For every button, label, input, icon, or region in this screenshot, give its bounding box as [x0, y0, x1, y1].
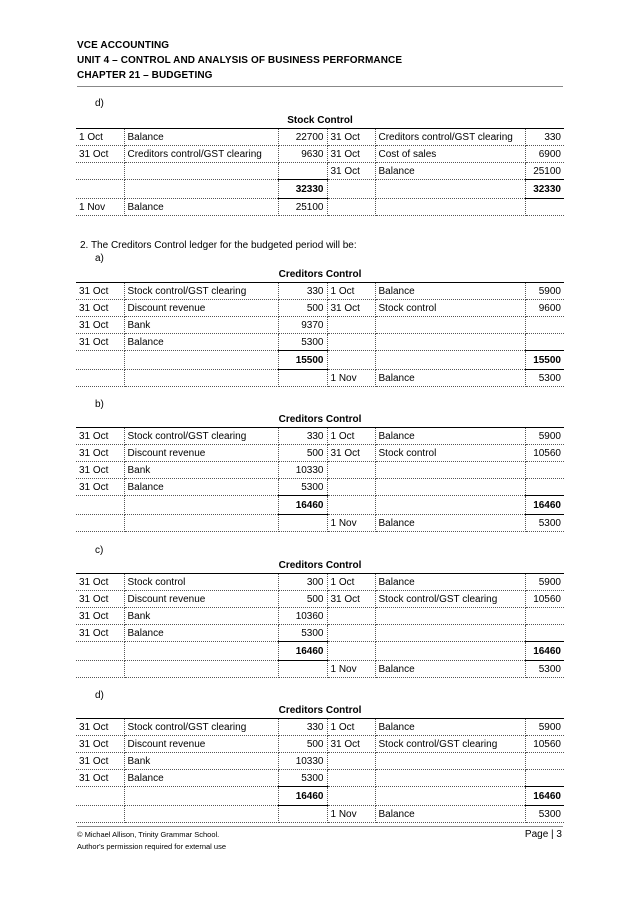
ledger-row: [76, 370, 564, 387]
date-cell: 31 Oct: [76, 146, 124, 163]
date-cell: 31 Oct: [76, 608, 124, 625]
amount-cell: 500: [278, 591, 327, 608]
amount-cell: [278, 661, 327, 678]
amount-cell: 5300: [278, 770, 327, 787]
copyright-line: © Michael Allison, Trinity Grammar School.: [77, 830, 220, 839]
date-cell: 1 Nov: [327, 661, 375, 678]
date-cell: 31 Oct: [327, 129, 375, 146]
date-cell: 1 Nov: [327, 515, 375, 532]
date-cell: 31 Oct: [76, 719, 124, 736]
date-cell: 1 Nov: [327, 806, 375, 823]
particulars-cell: Balance: [375, 719, 525, 736]
amount-cell: 5900: [525, 428, 564, 445]
date-cell: 31 Oct: [76, 736, 124, 753]
amount-cell: [525, 334, 564, 351]
amount-cell: 32330: [278, 180, 327, 199]
particulars-cell: Stock control: [375, 300, 525, 317]
particulars-cell: Stock control/GST clearing: [124, 428, 278, 445]
amount-cell: [278, 370, 327, 387]
amount-cell: 16460: [278, 787, 327, 806]
footer-divider: [77, 826, 563, 827]
ledger-row: [76, 146, 564, 163]
amount-cell: [525, 608, 564, 625]
ledger-row: [76, 129, 564, 146]
amount-cell: [278, 806, 327, 823]
amount-cell: 500: [278, 300, 327, 317]
amount-cell: 16460: [278, 642, 327, 661]
particulars-cell: Balance: [124, 334, 278, 351]
ledger-row: [76, 591, 564, 608]
date-cell: [327, 642, 375, 661]
date-cell: [327, 317, 375, 334]
ledger-row: [76, 199, 564, 216]
date-cell: [327, 199, 375, 216]
particulars-cell: [375, 479, 525, 496]
total-row: [76, 787, 564, 806]
date-cell: 31 Oct: [76, 317, 124, 334]
particulars-cell: Creditors control/GST clearing: [124, 146, 278, 163]
date-cell: 31 Oct: [76, 445, 124, 462]
ledger-row: [76, 719, 564, 736]
date-cell: [327, 351, 375, 370]
amount-cell: [525, 625, 564, 642]
particulars-cell: [124, 180, 278, 199]
ledger-row: [76, 317, 564, 334]
date-cell: 1 Nov: [76, 199, 124, 216]
amount-cell: 500: [278, 736, 327, 753]
ledger-row: [76, 625, 564, 642]
particulars-cell: Cost of sales: [375, 146, 525, 163]
amount-cell: 9630: [278, 146, 327, 163]
ledger-title: Creditors Control: [278, 705, 362, 716]
ledger-row: [76, 445, 564, 462]
ledger-row: [76, 515, 564, 532]
particulars-cell: Discount revenue: [124, 445, 278, 462]
ledger-row: [76, 479, 564, 496]
particulars-cell: Balance: [375, 283, 525, 300]
header-chapter: CHAPTER 21 – BUDGETING: [77, 70, 213, 81]
creditors-control-ledger: [76, 559, 564, 678]
particulars-cell: Stock control/GST clearing: [124, 719, 278, 736]
date-cell: [327, 787, 375, 806]
particulars-cell: Stock control/GST clearing: [375, 591, 525, 608]
date-cell: [76, 496, 124, 515]
date-cell: 1 Oct: [327, 719, 375, 736]
amount-cell: 32330: [525, 180, 564, 199]
date-cell: 31 Oct: [76, 591, 124, 608]
amount-cell: 500: [278, 445, 327, 462]
amount-cell: 5900: [525, 574, 564, 591]
particulars-cell: [375, 462, 525, 479]
creditors-control-ledger: [76, 268, 564, 387]
date-cell: 31 Oct: [327, 445, 375, 462]
amount-cell: [525, 462, 564, 479]
ledger-row: [76, 736, 564, 753]
amount-cell: 22700: [278, 129, 327, 146]
part-label: b): [95, 399, 104, 410]
particulars-cell: Bank: [124, 317, 278, 334]
particulars-cell: Balance: [124, 479, 278, 496]
particulars-cell: [124, 642, 278, 661]
amount-cell: 10560: [525, 445, 564, 462]
ledger-row: [76, 608, 564, 625]
ledger-table: [76, 427, 564, 532]
date-cell: [327, 496, 375, 515]
particulars-cell: [124, 806, 278, 823]
creditors-control-ledger: [76, 704, 564, 823]
amount-cell: 6900: [525, 146, 564, 163]
amount-cell: [525, 199, 564, 216]
amount-cell: 15500: [278, 351, 327, 370]
amount-cell: 5300: [525, 370, 564, 387]
total-row: [76, 496, 564, 515]
amount-cell: [525, 479, 564, 496]
date-cell: 31 Oct: [76, 753, 124, 770]
ledger-row: [76, 300, 564, 317]
particulars-cell: [124, 787, 278, 806]
date-cell: 1 Nov: [327, 370, 375, 387]
particulars-cell: Balance: [375, 370, 525, 387]
date-cell: [327, 479, 375, 496]
particulars-cell: Stock control: [124, 574, 278, 591]
particulars-cell: [124, 351, 278, 370]
date-cell: [76, 370, 124, 387]
amount-cell: 10330: [278, 462, 327, 479]
date-cell: 31 Oct: [76, 462, 124, 479]
amount-cell: 300: [278, 574, 327, 591]
total-row: [76, 642, 564, 661]
amount-cell: 330: [525, 129, 564, 146]
particulars-cell: Stock control/GST clearing: [124, 283, 278, 300]
date-cell: 31 Oct: [327, 163, 375, 180]
ledger-row: [76, 574, 564, 591]
header-unit: UNIT 4 – CONTROL AND ANALYSIS OF BUSINESS PERFORMANCE: [77, 55, 403, 66]
particulars-cell: Balance: [124, 199, 278, 216]
date-cell: [327, 753, 375, 770]
ledger-row: [76, 806, 564, 823]
particulars-cell: [124, 496, 278, 515]
particulars-cell: Stock control: [375, 445, 525, 462]
amount-cell: [525, 770, 564, 787]
ledger-row: [76, 462, 564, 479]
particulars-cell: [375, 351, 525, 370]
ledger-row: [76, 283, 564, 300]
date-cell: [327, 334, 375, 351]
particulars-cell: Balance: [375, 806, 525, 823]
date-cell: [76, 163, 124, 180]
date-cell: 31 Oct: [76, 625, 124, 642]
amount-cell: 5300: [525, 661, 564, 678]
particulars-cell: Bank: [124, 753, 278, 770]
amount-cell: 10560: [525, 736, 564, 753]
date-cell: [327, 625, 375, 642]
particulars-cell: Balance: [124, 625, 278, 642]
amount-cell: 25100: [278, 199, 327, 216]
amount-cell: 25100: [525, 163, 564, 180]
footer-copyright: [77, 829, 226, 853]
ledger-title: Creditors Control: [278, 560, 362, 571]
amount-cell: 5300: [525, 806, 564, 823]
particulars-cell: [375, 770, 525, 787]
total-row: [76, 180, 564, 199]
particulars-cell: [124, 515, 278, 532]
particulars-cell: [375, 199, 525, 216]
particulars-cell: Discount revenue: [124, 736, 278, 753]
date-cell: [76, 180, 124, 199]
ledger-row: [76, 163, 564, 180]
amount-cell: 16460: [525, 642, 564, 661]
particulars-cell: Bank: [124, 462, 278, 479]
date-cell: 31 Oct: [76, 574, 124, 591]
date-cell: [327, 608, 375, 625]
part-label: a): [95, 253, 104, 264]
date-cell: 1 Oct: [76, 129, 124, 146]
particulars-cell: [375, 642, 525, 661]
date-cell: 31 Oct: [76, 428, 124, 445]
part-label: d): [95, 98, 104, 109]
particulars-cell: [375, 787, 525, 806]
amount-cell: 5300: [525, 515, 564, 532]
date-cell: 1 Oct: [327, 574, 375, 591]
particulars-cell: [375, 496, 525, 515]
ledger-title: Creditors Control: [278, 414, 362, 425]
particulars-cell: Balance: [375, 428, 525, 445]
amount-cell: 5900: [525, 719, 564, 736]
date-cell: 1 Oct: [327, 283, 375, 300]
page-number: Page | 3: [524, 829, 562, 840]
amount-cell: 9370: [278, 317, 327, 334]
date-cell: 31 Oct: [327, 146, 375, 163]
particulars-cell: [375, 334, 525, 351]
date-cell: [327, 180, 375, 199]
amount-cell: [278, 163, 327, 180]
date-cell: 31 Oct: [327, 300, 375, 317]
particulars-cell: Balance: [375, 661, 525, 678]
creditors-control-ledger: [76, 413, 564, 532]
date-cell: [76, 515, 124, 532]
date-cell: [76, 806, 124, 823]
amount-cell: 330: [278, 283, 327, 300]
date-cell: [76, 661, 124, 678]
amount-cell: [525, 753, 564, 770]
amount-cell: 5300: [278, 625, 327, 642]
amount-cell: 10330: [278, 753, 327, 770]
particulars-cell: [124, 661, 278, 678]
amount-cell: 16460: [278, 496, 327, 515]
document-header: [77, 38, 563, 87]
particulars-cell: [375, 317, 525, 334]
particulars-cell: Balance: [124, 129, 278, 146]
particulars-cell: Bank: [124, 608, 278, 625]
particulars-cell: Balance: [375, 163, 525, 180]
date-cell: [76, 351, 124, 370]
particulars-cell: [375, 180, 525, 199]
ledger-row: [76, 661, 564, 678]
particulars-cell: Balance: [375, 515, 525, 532]
amount-cell: 16460: [525, 496, 564, 515]
date-cell: [76, 787, 124, 806]
amount-cell: 10360: [278, 608, 327, 625]
particulars-cell: [124, 370, 278, 387]
amount-cell: 16460: [525, 787, 564, 806]
date-cell: 31 Oct: [327, 591, 375, 608]
date-cell: 31 Oct: [76, 283, 124, 300]
permission-line: Author's permission required for external use: [77, 842, 227, 851]
amount-cell: [278, 515, 327, 532]
date-cell: 31 Oct: [76, 334, 124, 351]
amount-cell: 5300: [278, 334, 327, 351]
date-cell: 31 Oct: [327, 736, 375, 753]
particulars-cell: [375, 625, 525, 642]
question-2-text: 2. The Creditors Control ledger for the budgeted period will be:: [80, 240, 357, 251]
particulars-cell: Creditors control/GST clearing: [375, 129, 525, 146]
part-label: d): [95, 690, 104, 701]
particulars-cell: Balance: [375, 574, 525, 591]
date-cell: [76, 642, 124, 661]
ledger-row: [76, 770, 564, 787]
amount-cell: 330: [278, 719, 327, 736]
particulars-cell: [124, 163, 278, 180]
amount-cell: 9600: [525, 300, 564, 317]
date-cell: [327, 462, 375, 479]
particulars-cell: [375, 608, 525, 625]
particulars-cell: Stock control/GST clearing: [375, 736, 525, 753]
ledger-table: [76, 282, 564, 387]
amount-cell: 330: [278, 428, 327, 445]
date-cell: [327, 770, 375, 787]
ledger-row: [76, 428, 564, 445]
particulars-cell: Balance: [124, 770, 278, 787]
ledger-row: [76, 753, 564, 770]
stock-control-ledger: [76, 114, 564, 216]
ledger-table: [76, 128, 564, 216]
amount-cell: 5900: [525, 283, 564, 300]
amount-cell: 15500: [525, 351, 564, 370]
amount-cell: 5300: [278, 479, 327, 496]
particulars-cell: [375, 753, 525, 770]
header-subject: VCE ACCOUNTING: [77, 40, 170, 51]
particulars-cell: Discount revenue: [124, 591, 278, 608]
particulars-cell: Discount revenue: [124, 300, 278, 317]
date-cell: 31 Oct: [76, 770, 124, 787]
ledger-title: Stock Control: [287, 115, 353, 126]
ledger-table: [76, 718, 564, 823]
part-label: c): [95, 545, 104, 556]
ledger-title: Creditors Control: [278, 269, 362, 280]
date-cell: 31 Oct: [76, 479, 124, 496]
date-cell: 31 Oct: [76, 300, 124, 317]
ledger-row: [76, 334, 564, 351]
amount-cell: [525, 317, 564, 334]
total-row: [76, 351, 564, 370]
date-cell: 1 Oct: [327, 428, 375, 445]
ledger-table: [76, 573, 564, 678]
amount-cell: 10560: [525, 591, 564, 608]
